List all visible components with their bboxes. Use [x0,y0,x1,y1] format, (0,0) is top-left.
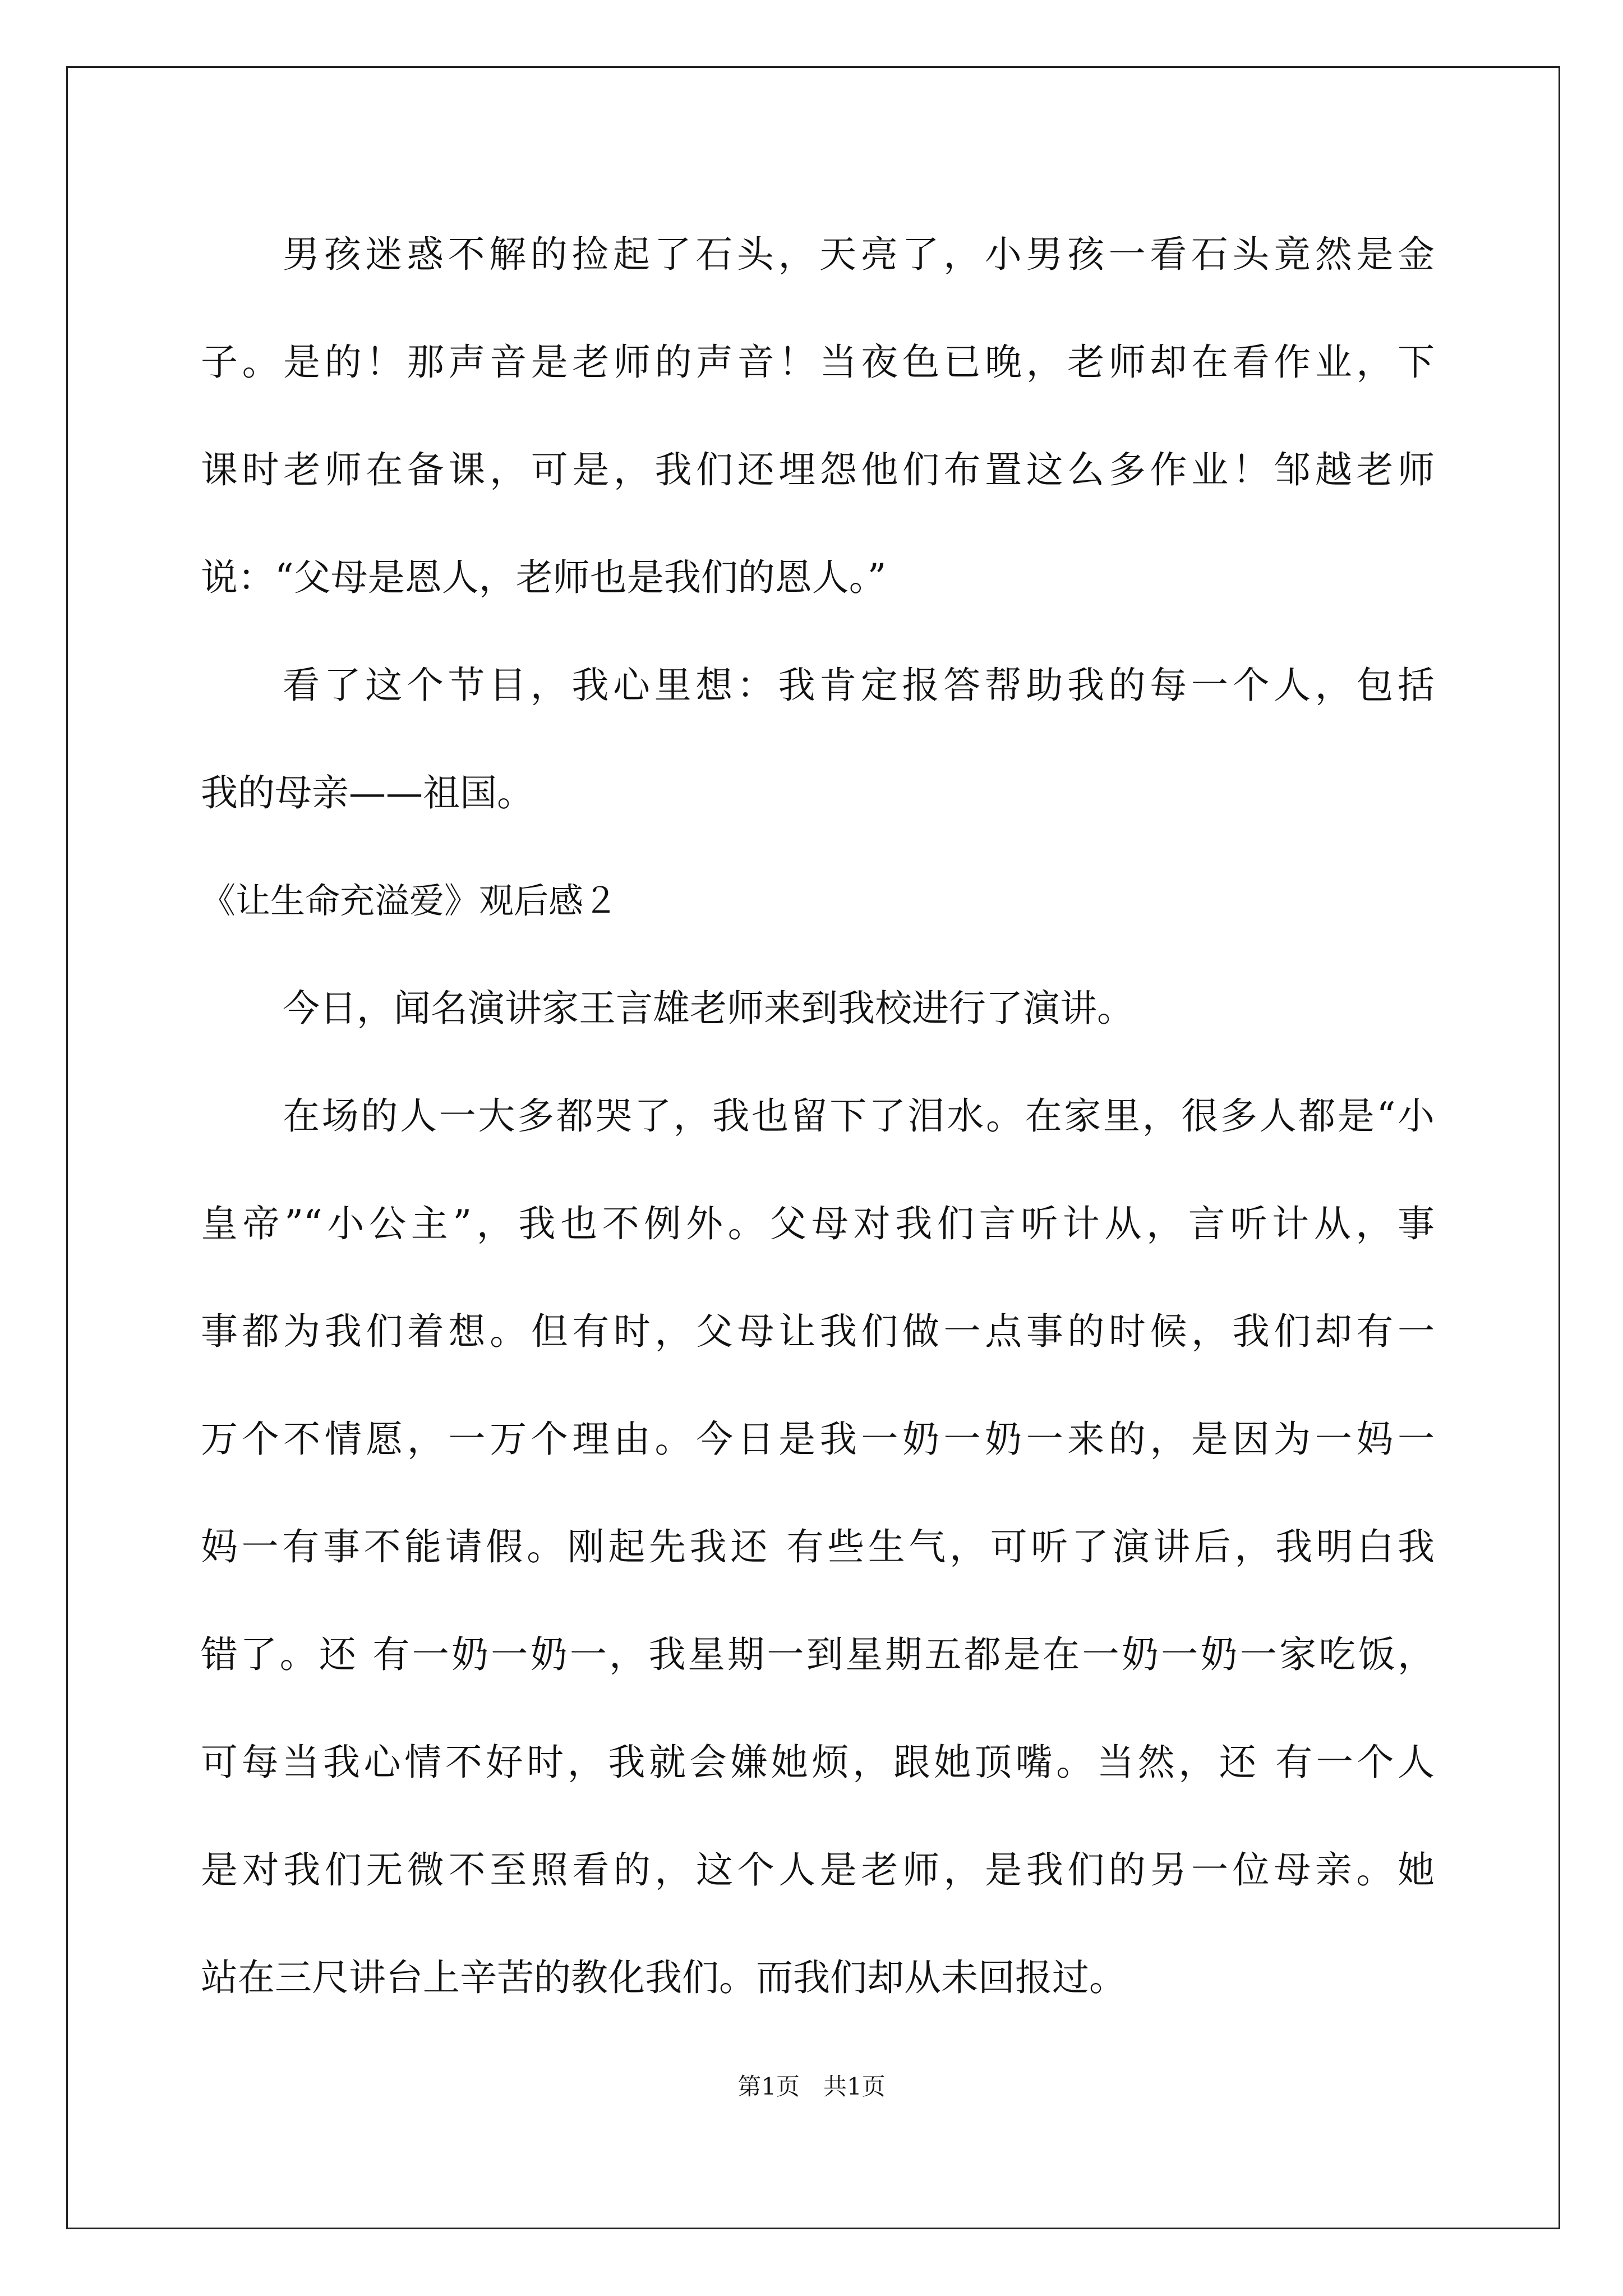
page-total: 共1页 [823,2073,886,2100]
text-line: 说：“父母是恩人，老师也是我们的恩人。” [201,556,887,599]
text-line: 在场的人一大多都哭了，我也留下了泪水。在家里，很多人都是“小 [283,1094,1435,1138]
text-line: 可每当我心情不好时，我就会嫌她烦，跟她顶嘴。当然，还 有一个人 [201,1741,1435,1784]
page-footer [0,2070,1623,2104]
text-line: 看了这个节目，我心里想：我肯定报答帮助我的每一个人，包括 [283,664,1435,707]
text-line: 子。是的！那声音是老师的声音！当夜色已晚，老师却在看作业，下 [201,341,1435,384]
text-line: 站在三尺讲台上辛苦的教化我们。而我们却从未回报过。 [201,1956,1126,1999]
text-line: 皇帝”“小公主”，我也不例外。父母对我们言听计从，言听计从，事 [201,1202,1435,1245]
text-line: 妈一有事不能请假。刚起先我还 有些生气，可听了演讲后，我明白我 [201,1525,1435,1568]
text-line: 是对我们无微不至照看的，这个人是老师，是我们的另一位母亲。她 [201,1848,1435,1892]
text-line: 事都为我们着想。但有时，父母让我们做一点事的时候，我们却有一 [201,1310,1435,1353]
text-line: 我的母亲——祖国。 [201,771,534,815]
text-line: 今日，闻名演讲家王言雄老师来到我校进行了演讲。 [283,987,1134,1030]
text-line: 错了。还 有一奶一奶一，我星期一到星期五都是在一奶一奶一家吃饭， [201,1633,1435,1676]
text-line: 男孩迷惑不解的捡起了石头，天亮了，小男孩一看石头竟然是金 [283,233,1435,276]
text-line: 课时老师在备课，可是，我们还埋怨他们布置这么多作业！邹越老师 [201,448,1435,491]
section-heading: 《让生命充溢爱》观后感２ [201,880,619,921]
document-body [201,201,1435,2032]
page-number: 第1页 [737,2073,800,2100]
text-line: 万个不情愿，一万个理由。今日是我一奶一奶一来的，是因为一妈一 [201,1418,1435,1461]
